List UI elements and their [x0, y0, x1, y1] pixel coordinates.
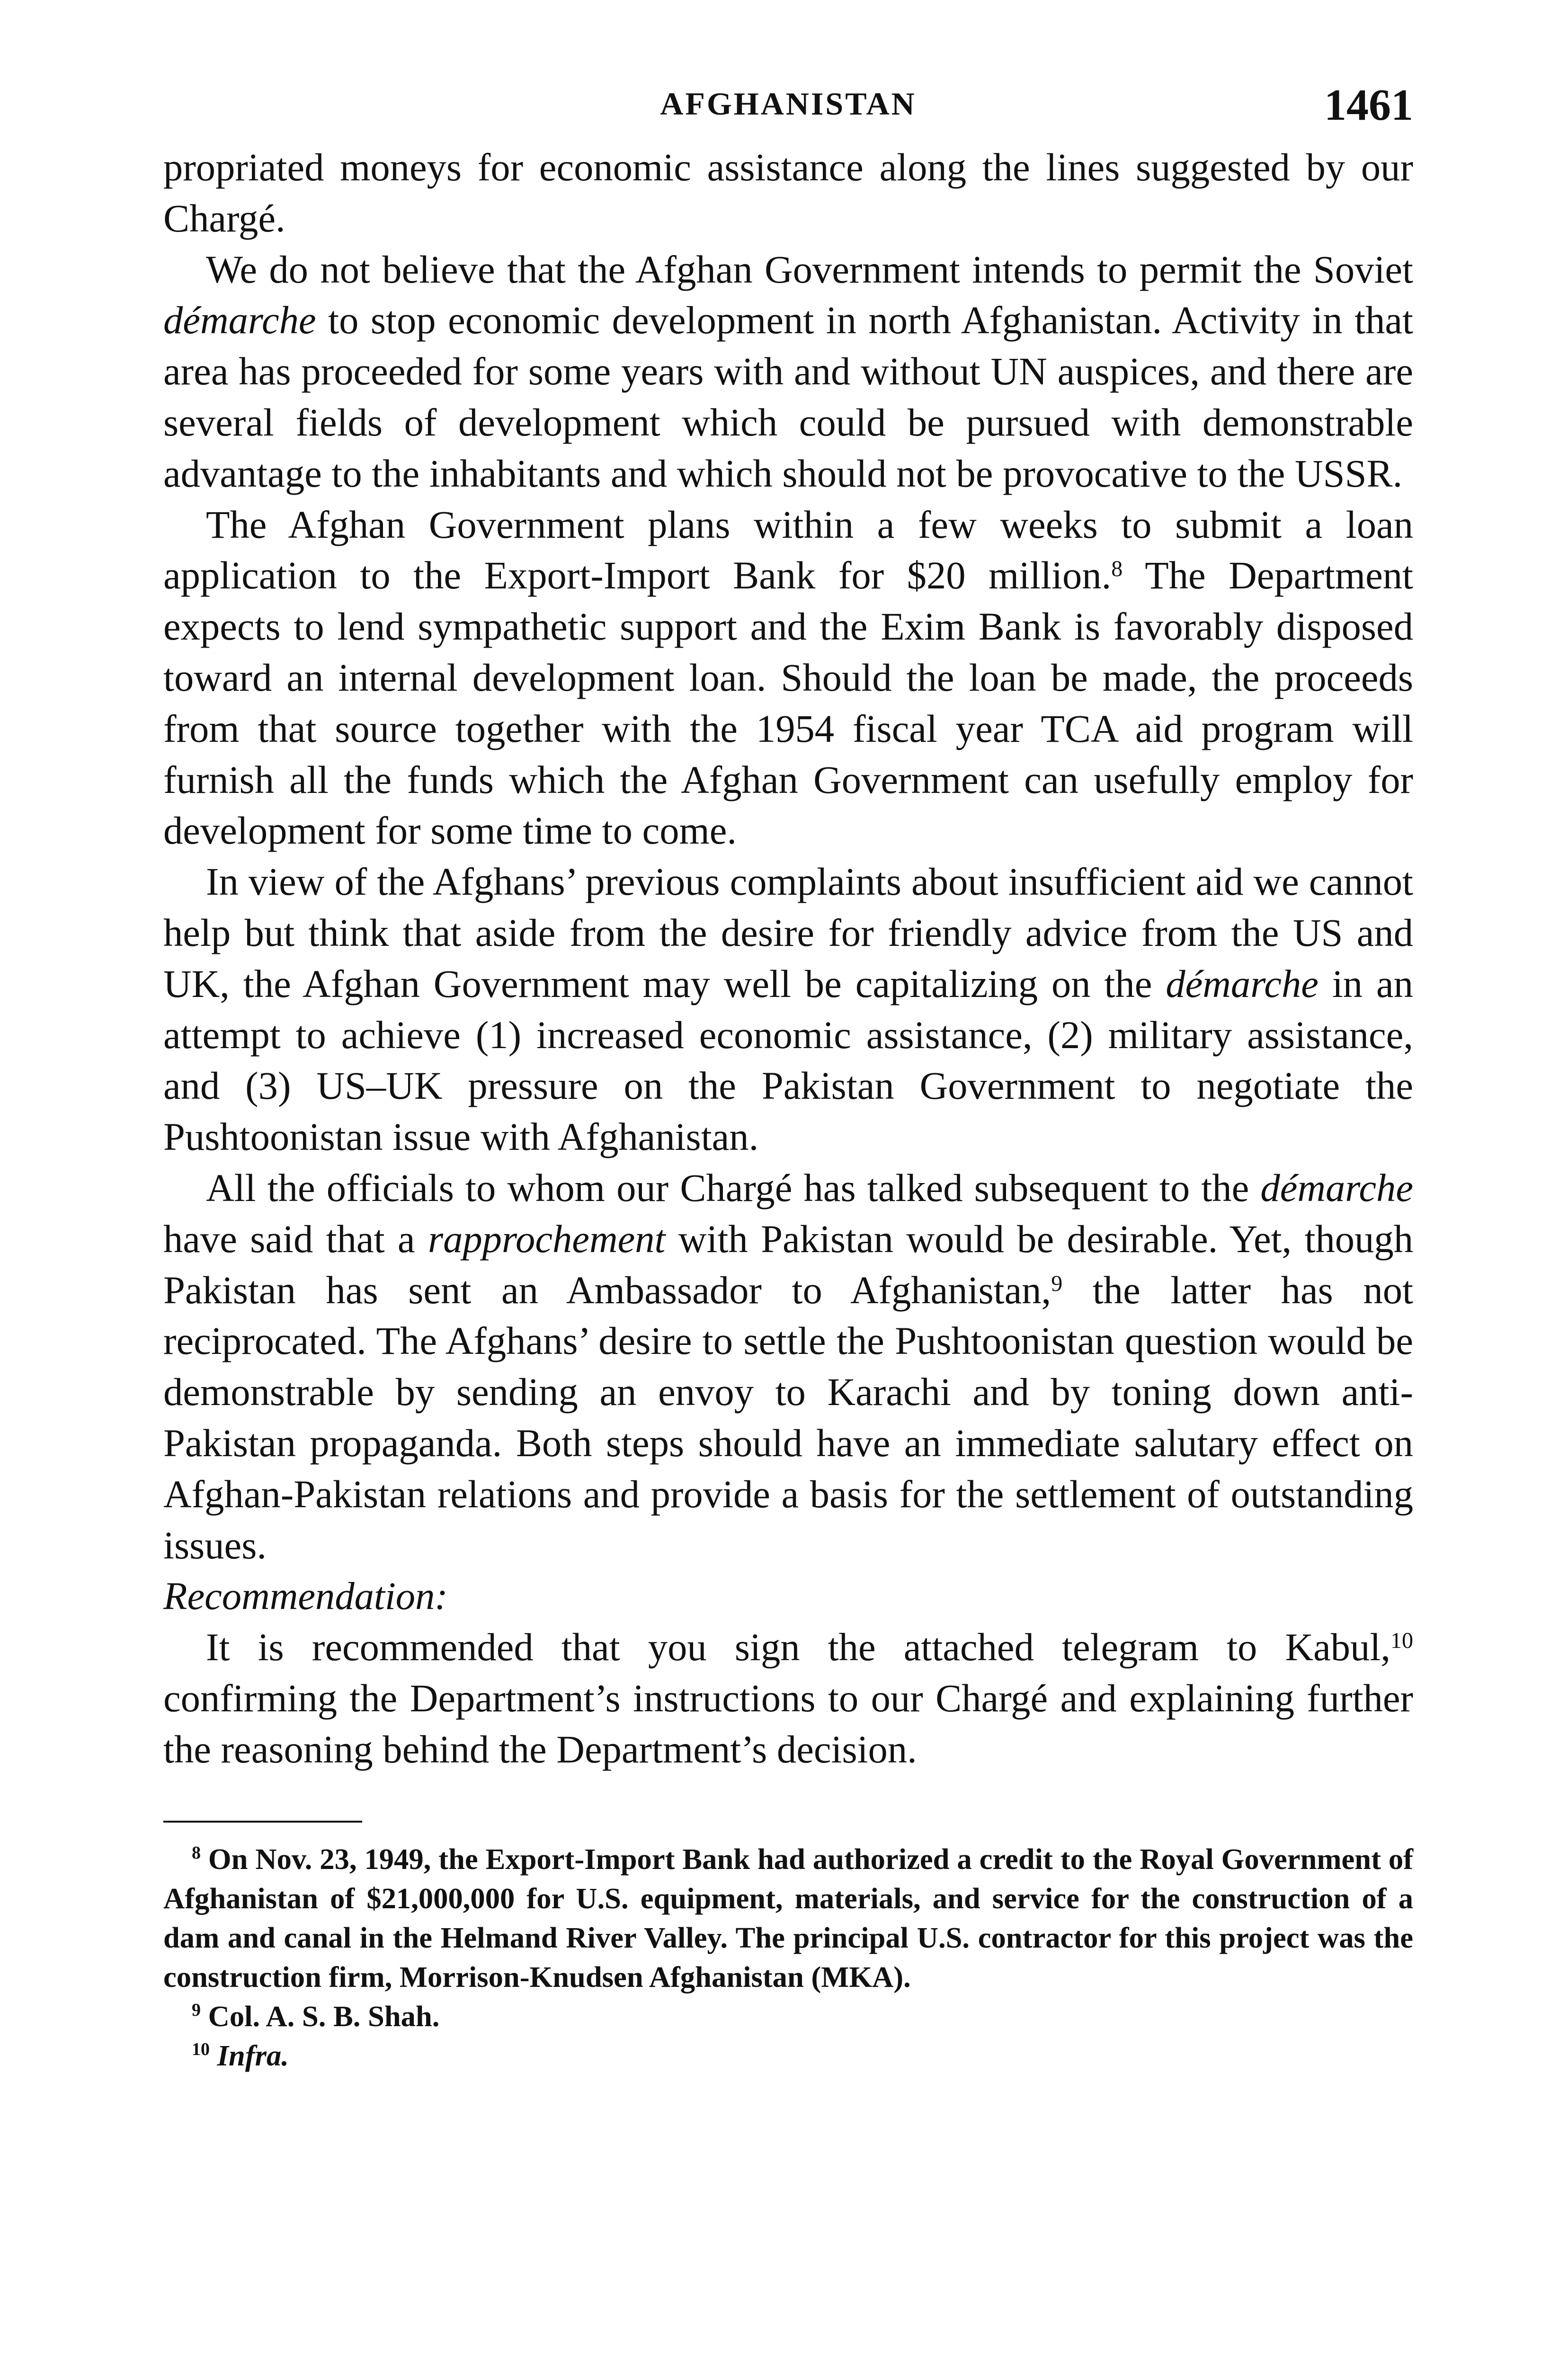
footnotes — [163, 1840, 1413, 2075]
paragraph-afghan-complaints — [163, 856, 1413, 1163]
body-text — [163, 142, 1413, 1775]
paragraph-text: propriated moneys for economic assistance along the lines suggested by our Chargé. — [163, 145, 1413, 240]
footnote-8 — [163, 1840, 1413, 1997]
paragraph-text: In view of the Afghans’ previous complaints about insufficient aid we cannot help but think that aside from the desire for friendly advice from the US and UK, the Afghan Government may well be capitalizing on the — [163, 860, 1413, 1006]
footnote-number: 10 — [192, 2039, 210, 2059]
italic-term: rapprochement — [428, 1217, 666, 1261]
paragraph-loan-application — [163, 499, 1413, 857]
italic-term: démarche — [163, 298, 316, 342]
footnote-9 — [163, 1997, 1413, 2036]
document-page — [163, 71, 1413, 2075]
paragraph-text: confirming the Department’s instructions to our Chargé and explaining further the reasoning behind the Department’s decision. — [163, 1676, 1413, 1771]
paragraph-rapprochement — [163, 1163, 1413, 1571]
paragraph-text: It is recommended that you sign the attached telegram to Kabul, — [206, 1625, 1390, 1669]
footnote-text: Col. A. S. B. Shah. — [201, 1999, 440, 2033]
italic-term: démarche — [1166, 961, 1319, 1006]
footnote-text: Infra. — [217, 2038, 289, 2072]
paragraph-recommendation — [163, 1622, 1413, 1775]
paragraph-text: We do not believe that the Afghan Government intends to permit the Soviet — [206, 247, 1413, 291]
paragraph-text: The Department expects to lend sympathetic support and the Exim Bank is favorably disposed toward an internal development loan. Should the loan be made, the proceeds from that source together with the 1954 fiscal year TCA aid program will furnish all the funds which the Afghan Government can usefully employ for development for some time to come. — [163, 553, 1413, 853]
paragraph-text: have said that a — [163, 1217, 428, 1261]
paragraph-soviet-demarche — [163, 244, 1413, 499]
footnote-10 — [163, 2036, 1413, 2075]
paragraph-text: All the officials to whom our Chargé has talked subsequent to the — [206, 1166, 1261, 1210]
recommendation-heading: Recommendation: — [163, 1574, 448, 1618]
paragraph-continuation — [163, 142, 1413, 244]
page-number: 1461 — [1324, 80, 1413, 130]
footnote-divider — [163, 1821, 362, 1823]
paragraph-text: to stop economic development in north Afghanistan. Activity in that area has proceeded for some years with and without UN auspices, and there are several fields of development which could be pursued with demonstrable advantage to the inhabitants and which should not be provocative to the USSR. — [163, 298, 1413, 495]
footnote-ref-8[interactable]: 8 — [1111, 556, 1123, 582]
paragraph-text: The Afghan Government plans within a few weeks to submit a loan application to the Export-Import Bank for $20 million. — [163, 502, 1413, 597]
footnote-text: On Nov. 23, 1949, the Export-Import Bank had authorized a credit to the Royal Government of Afghanistan of $21,000,000 for U.S. equipment, materials, and service for the construction of a dam and canal in the Helmand River Valley. The principal U.S. contractor for this project was the construction firm, Morrison-Knudsen Afghanistan (MKA). — [163, 1842, 1413, 1993]
footnote-number: 9 — [192, 2000, 201, 2020]
paragraph-text: the latter has not reciprocated. The Afghans’ desire to settle the Pushtoonistan question would be demonstrable by sending an envoy to Karachi and by toning down anti-Pakistan propaganda. Both steps should have an immediate salutary effect on Afghan-Pakistan relations and provide a basis for the settlement of outstanding issues. — [163, 1268, 1413, 1567]
footnote-ref-10[interactable]: 10 — [1390, 1628, 1413, 1654]
paragraph-text: with Pakistan would be desirable. Yet, though Pakistan has sent an Ambassador to Afghanistan, — [163, 1217, 1413, 1312]
running-title: AFGHANISTAN — [660, 86, 917, 122]
running-header — [163, 71, 1413, 142]
italic-term: démarche — [1260, 1166, 1413, 1210]
footnote-ref-9[interactable]: 9 — [1051, 1271, 1063, 1296]
paragraph-text: in an attempt to achieve (1) increased economic assistance, (2) military assistance, and (3) US–UK pressure on the Pakistan Government to negotiate the Pushtoonistan issue with Afghanistan. — [163, 961, 1413, 1159]
footnote-number: 8 — [192, 1842, 201, 1863]
